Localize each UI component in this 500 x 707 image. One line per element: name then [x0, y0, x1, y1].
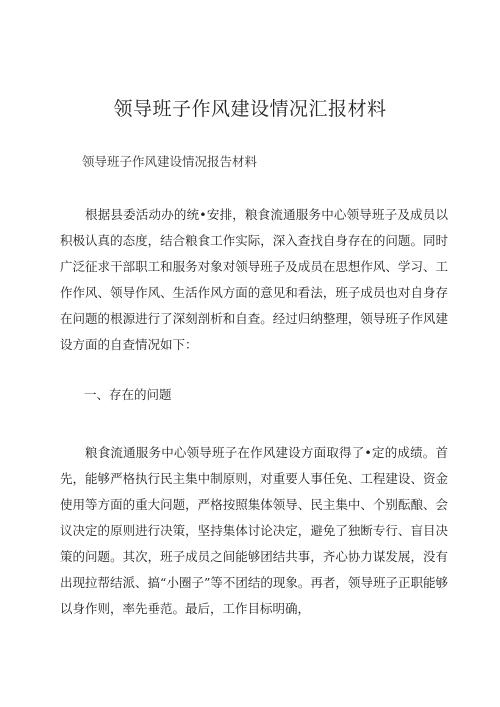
document-title: 领导班子作风建设情况汇报材料 [113, 98, 387, 120]
document-subtitle: 领导班子作风建设情况报告材料 [82, 154, 258, 169]
section-heading-problems: 一、存在的问题 [84, 387, 172, 402]
paragraph-intro: 根据县委活动办的统•安排，粮食流通服务中心领导班子及成员以积极认真的态度，结合粮食工作实际，深入查找自身存在的问题。同时广泛征求干部职工和服务对象对领导班子及成员在思想作风、学习、工作作风、领导作风、生活作风方面的意见和看法，班子成员也对自身存在问题的根源进行了深刻剖析和自查。经过归纳整理，领导班子作风建设方面的自查情况如下： [60, 207, 448, 352]
paragraph-achievements: 粮食流通服务中心领导班子在作风建设方面取得了•定的成绩。首先，能够严格执行民主集中制原则，对重要人事任免、工程建设、资金使用等方面的重大问题，严格按照集体领导、民主集中、个别酝酿、会议决定的原则进行决策，坚持集体讨论决定，避免了独断专行、盲目决策的问题。其次，班子成员之间能够团结共事，齐心协力谋发展，没有出现拉帮结派、搞“小圈子”等不团结的现象。再者，领导班子正职能够以身作则，率先垂范。最后，工作目标明确， [60, 445, 448, 616]
